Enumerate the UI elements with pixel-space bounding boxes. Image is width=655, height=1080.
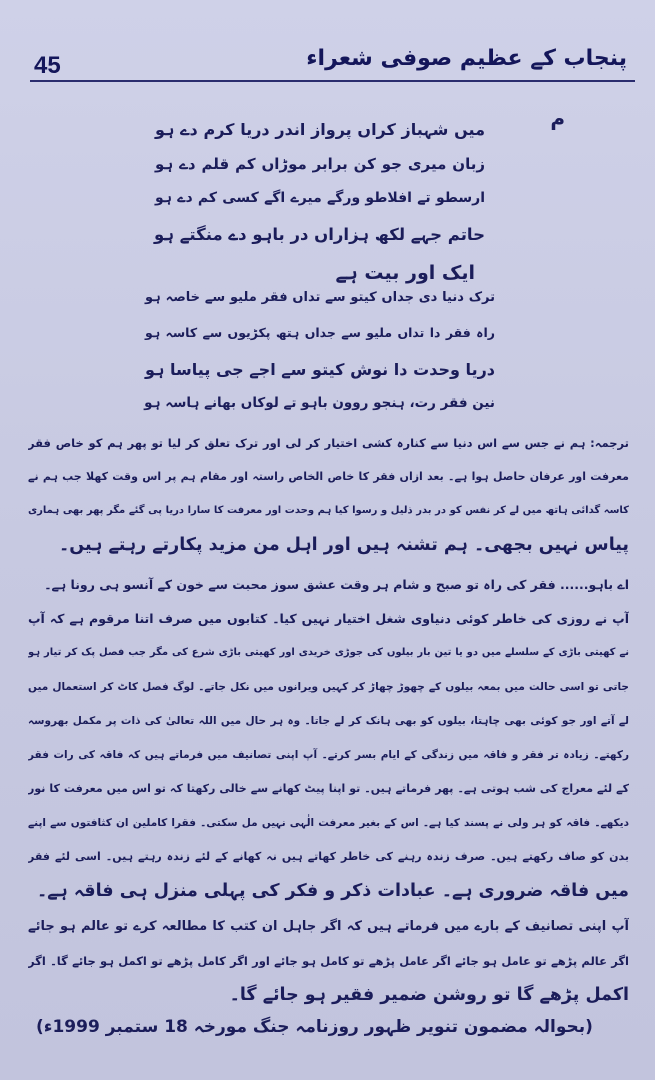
biography-line: نے کھیتی باڑی کے سلسلے میں دو یا تین بار بیلوں کی جوڑی خریدی اور کھیتی باڑی شرع کی مگر جب فصل پک کر تیار ہو (28, 647, 629, 658)
verse-line: راہ فقر دا تداں ملیو سے جداں ہتھ پکڑیوں سے کاسہ ہو (145, 325, 495, 340)
translation-line: معرفت اور عرفان حاصل ہوا ہے۔ بعد ازاں فقر کا خاص الخاص راستہ اور مقام ہم پر اس وقت کھلا جب ہم نے (28, 470, 629, 483)
verse-line: نین فقر رت، ہنجو روون باہو تے لوکاں بھانے ہاسہ ہو (144, 395, 495, 411)
books-line: اگر عالم پڑھے تو عامل ہو جائے اگر عامل پڑھے تو کامل ہو جائے اور اگر کامل پڑھے تو اکمل ہو جائے گا۔ اگر (28, 954, 629, 968)
biography-line: کے لئے معراج کی شب ہوتی ہے۔ پھر فرماتے ہیں۔ تو اپنا پیٹ کھانے سے خالی رکھتا کہ تو اس میں معرفت کا نور (28, 782, 629, 795)
lament-line: اے باہو...... فقر کی راہ تو صبح و شام ہر وقت عشق سوز محبت سے خون کے آنسو ہی رونا ہے۔ (44, 577, 629, 592)
translation-line: پیاس نہیں بجھی۔ ہم تشنہ ہیں اور اہل من مزید پکارتے رہتے ہیں۔ (58, 535, 629, 555)
verse-line: دریا وحدت دا نوش کیتو سے اجے جی پیاسا ہو (145, 360, 495, 379)
biography-line: بدن کو صاف رکھتے ہیں۔ صرف زندہ رہنے کی خاطر کھاتے ہیں نہ کھانے کے لئے زندہ رہتے ہیں۔ اسی لئے فقر (28, 850, 629, 863)
running-title: پنجاب کے عظیم صوفی شعراء (306, 46, 627, 71)
biography-line: دیکھے۔ فاقہ کو ہر ولی نے پسند کیا ہے۔ اس کے بغیر معرفت الٰہی نہیں مل سکتی۔ فقرا کاملین ان کثافتوں سے اپنے (28, 817, 629, 829)
verse-line: میں شہباز کراں پرواز اندر دریا کرم دے ہو (155, 120, 485, 139)
page-header (20, 46, 635, 94)
biography-line: میں فاقہ ضروری ہے۔ عبادات ذکر و فکر کی پہلی منزل ہی فاقہ ہے۔ (37, 881, 629, 901)
biography-line: لے آتے اور جو کوئی بھی چاہتا، بیلوں کو بھی ہانک کر لے جاتا۔ وہ ہر حال میں اللہ تعالیٰ کی ذات پر مکمل بھروسہ (28, 715, 629, 727)
page-number: 45 (34, 52, 61, 79)
verse-line: ترک دنیا دی جداں کیتو سے تداں فقر ملیو سے خاصہ ہو (145, 290, 495, 305)
translation-line: کاسہ گدائی ہاتھ میں لے کر نفس کو در بدر ذلیل و رسوا کیا ہم وحدت اور معرفت کا سارا دریا پی گئے مگر پھر بھی ہماری (28, 505, 629, 516)
section-letter: م (550, 106, 565, 130)
header-rule (30, 80, 635, 82)
translation-line: ترجمہ: ہم نے جس سے اس دنیا سے کنارہ کشی اختیار کر لی اور ترک تعلق کر لیا تو پھر ہم کو خاص فقر (28, 436, 629, 450)
books-line: آپ اپنی تصانیف کے بارے میں فرماتے ہیں کہ اگر جاہل ان کتب کا مطالعہ کرے تو عالم ہو جائے (28, 919, 629, 934)
biography-line: آپ نے روزی کی خاطر کوئی دنیاوی شغل اختیار نہیں کیا۔ کتابوں میں صرف اتنا مرقوم ہے کہ آپ (28, 611, 629, 626)
verse-line: ارسطو تے افلاطو ورگے میرے اگے کسی کم دے ہو (155, 190, 485, 206)
verse-line: حاتم جہے لکھ ہزاراں در باہو دے منگتے ہو (153, 225, 485, 244)
intro-line: ایک اور بیت ہے (335, 262, 475, 284)
citation: (بحوالہ مضمون تنویر ظہور روزنامہ جنگ مورخہ 18 ستمبر 1999ء) (36, 1017, 593, 1037)
biography-line: جاتی تو اسی حالت میں بمعہ بیلوں کے چھوڑ چھاڑ کر کہیں ویرانوں میں نکل جاتے۔ لوگ فصل کاٹ کر استعمال میں (28, 681, 629, 693)
verse-line: زبان میری جو کن برابر موڑاں کم قلم دے ہو (155, 155, 485, 173)
biography-line: رکھتے۔ زیادہ تر فقر و فاقہ میں زندگی کے ایام بسر کرتے۔ آپ اپنی تصانیف میں فرماتے ہیں کہ فاقہ کی رات فقر (28, 749, 629, 761)
books-line: اکمل پڑھے گا تو روشن ضمیر فقیر ہو جائے گا۔ (229, 985, 629, 1005)
